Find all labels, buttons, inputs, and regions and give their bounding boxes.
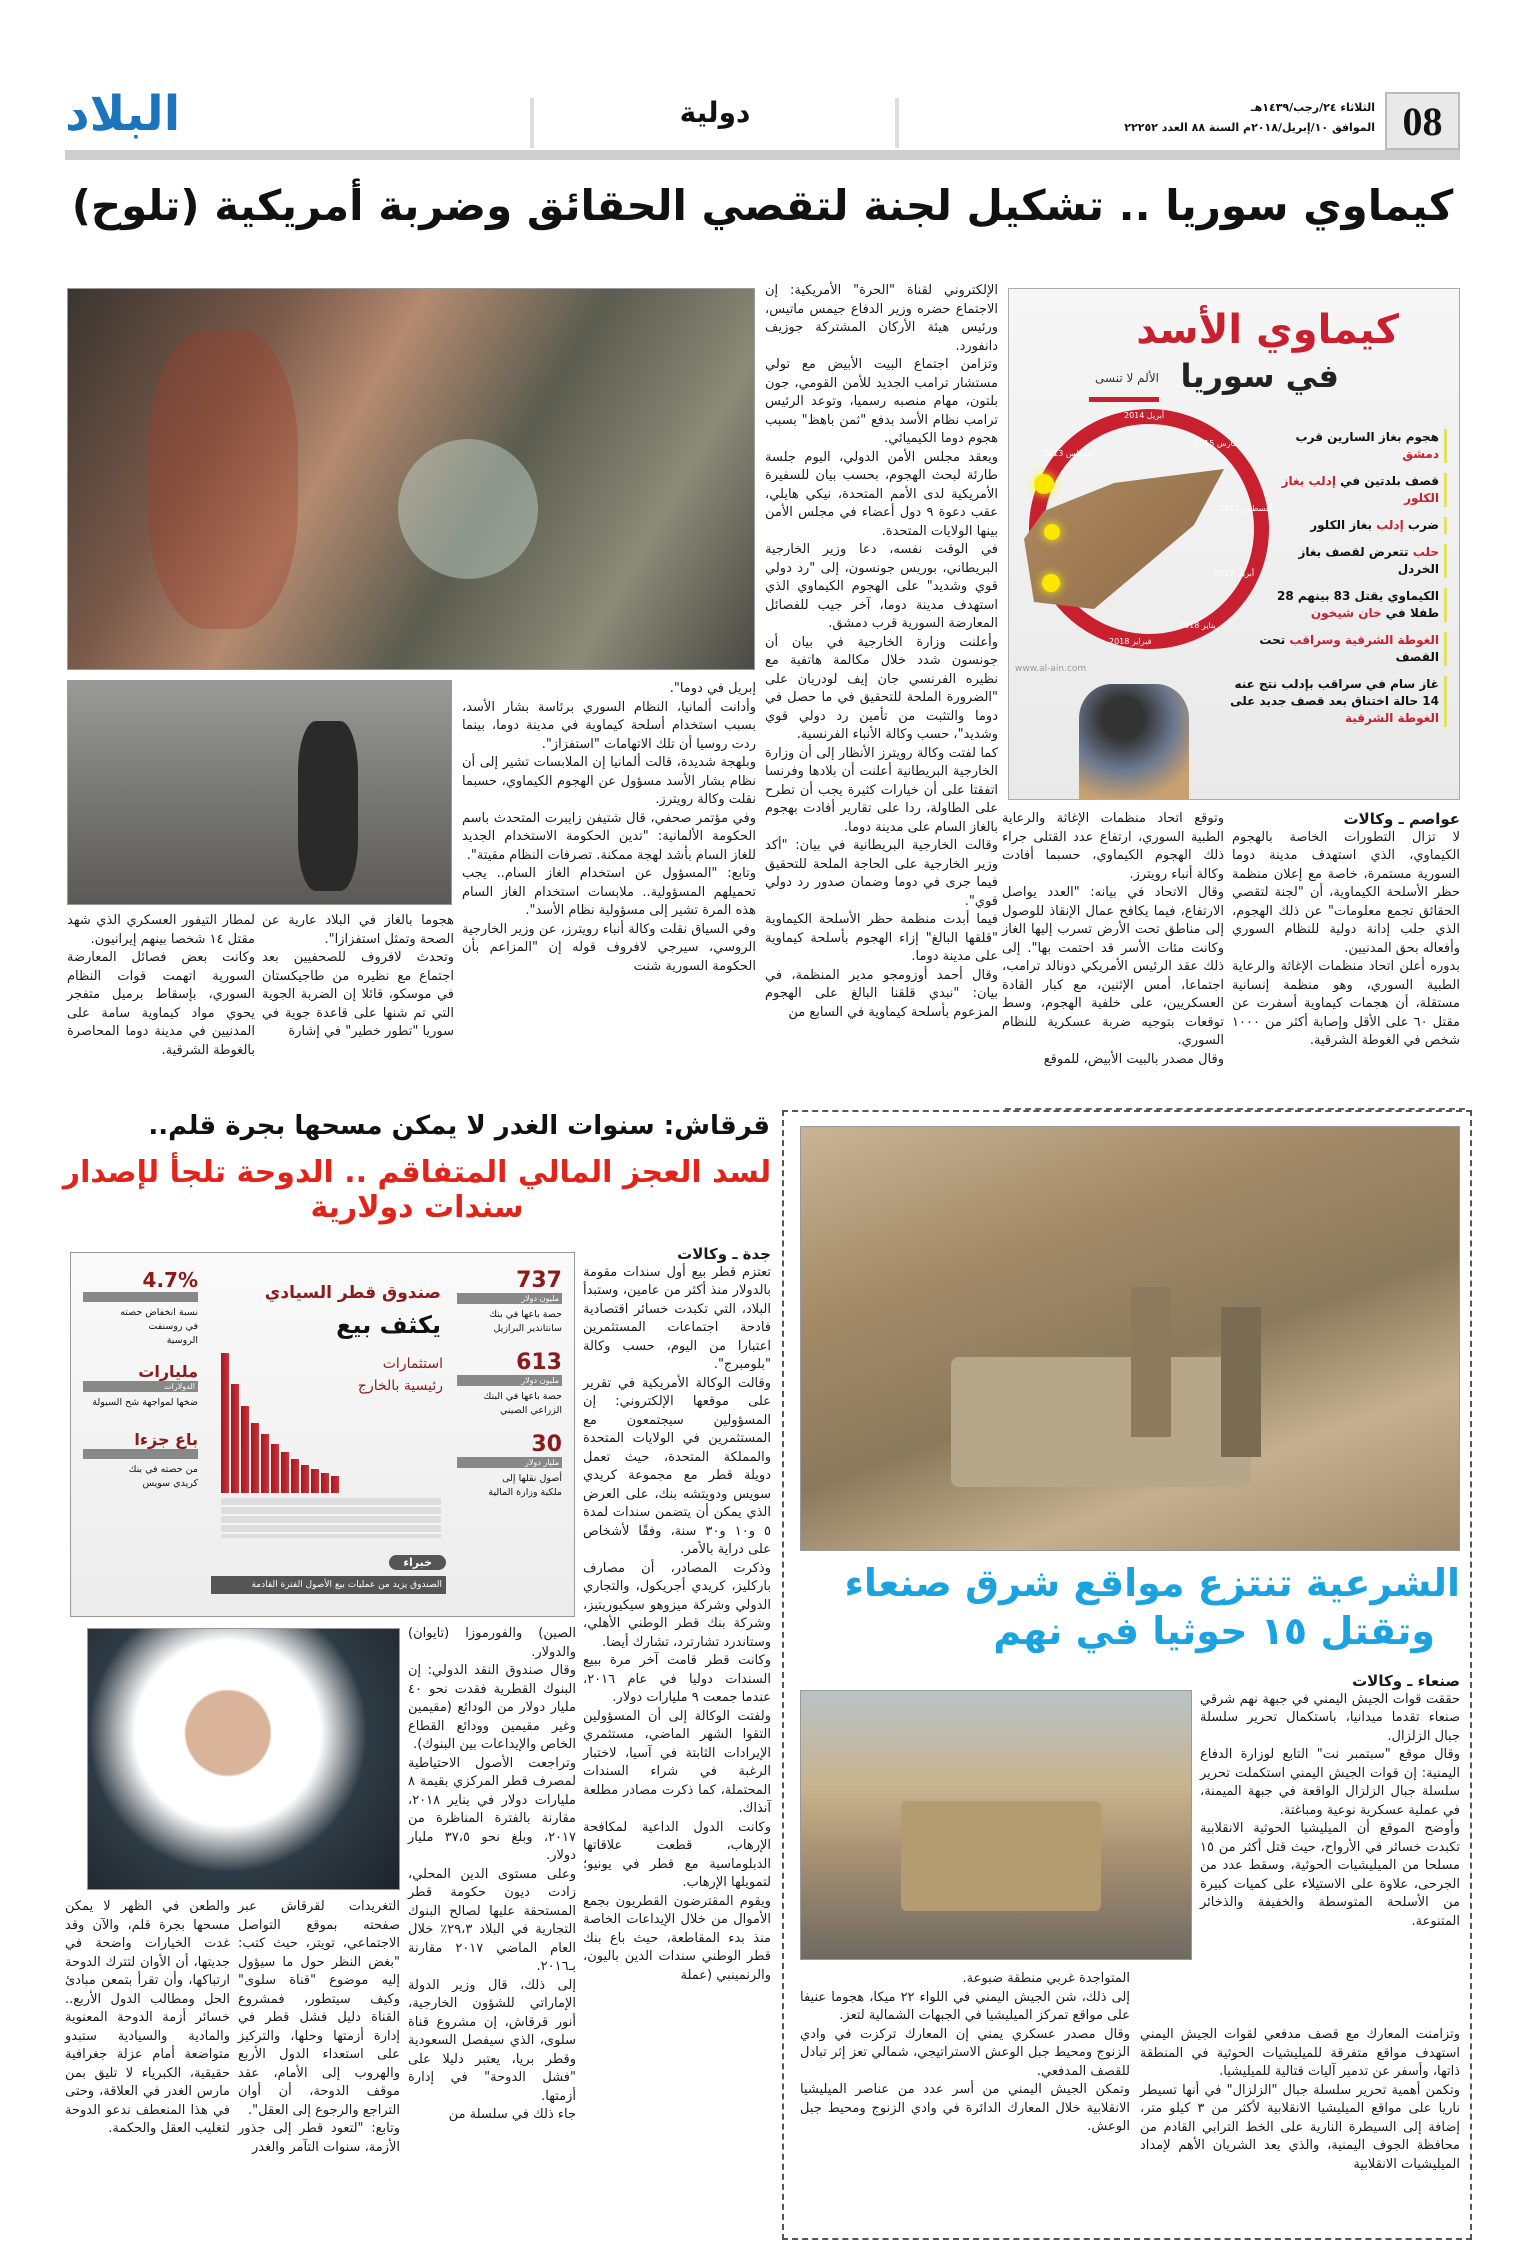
text-paragraph: نسبة انخفاض حصته في روسنفت الروسية (120, 1307, 198, 1346)
text-paragraph: وقال أحمد أوزومجو مدير المنظمة، في بيان: "نبدي قلقنا البالغ على الهجوم المزعوم بأسلحة كيماوية في السابع من (765, 967, 998, 1020)
page-number-box (1385, 92, 1460, 150)
text-paragraph: 4.7% (142, 1268, 198, 1292)
text-paragraph: هجوم بغاز السارين قرب (1295, 430, 1439, 444)
photo-anwar-gargash (87, 1628, 400, 1890)
infographic-title: كيماوي الأسد (1136, 307, 1399, 353)
story3-headline-line2: وتقتل ١٥ حوثيا في نهم (993, 1609, 1435, 1653)
story3-column (1140, 2026, 1460, 2174)
text-paragraph: 737 (516, 1268, 562, 1293)
page-header (65, 86, 1460, 162)
story2-column (408, 1625, 576, 2125)
stat-item (457, 1268, 562, 1336)
text-paragraph: وكانت الدول الداعية لمكافحة الإرهاب، قطعت علاقاتها الدبلوماسية مع قطر في يونيو؛ لتمويلها الإرهاب. (583, 1819, 771, 1890)
text-paragraph: مليار دولار (457, 1457, 562, 1468)
text-paragraph: إدلب بغاز الكلور (1281, 474, 1439, 505)
text-paragraph: كما لفتت وكالة رويترز الأنظار إلى أن وزارة الخارجية البريطانية أعلنت أن بلادها وفرنسا اتفقتا على أن خيارات كثيرة يجب أن تطرح على الطاولة، ردا على تقارير أفادت بهجوم بالغاز السام على مدينة دوما. (765, 745, 998, 835)
photo-military-vehicle (800, 1690, 1192, 1960)
text-paragraph: دمشق (1402, 447, 1439, 461)
newspaper-logo: البلاد (65, 86, 181, 142)
text-paragraph: وقال الاتحاد في بيانه: "العدد يواصل الارتفاع، فيما يكافح عمال الإنقاذ للوصول إلى مناطق تحت الأرض تسرب إليها الغاز وكانت مئات الأسر قد احتمت بها". إلى ذلك عقد الرئيس الأمريكي دونالد ترامب، اجتماعا، أمس الإثنين، مع كبار القادة العسكريين، على خلفية الهجوم، وسط توقعات بتوجيه ضربة عسكرية للنظام السوري. (1002, 885, 1224, 1048)
chart-table (221, 1498, 441, 1538)
text-paragraph: وتابع: "المسؤول عن استخدام الغاز السام.. يجب تحميلهم المسؤولية.. ملابسات استخدام الغاز السام هذه المرة تشير إلى مسؤولية نظام الأسد". (462, 866, 756, 918)
text-paragraph: وتمكن الجيش اليمني من أسر عدد من عناصر الميليشيا الانقلابية خلال المعارك الدائرة في وادي الزنوج ومحيط جبل الوعش. (800, 2082, 1130, 2134)
ring-date: مارس 2015 (1194, 439, 1238, 448)
text-paragraph: وفي السياق نقلت وكالة أنباء رويترز، عن وزير الخارجية الروسي، سيرجي لافروف قوله إن "المزاعم بأن الحكومة السورية شنت (462, 921, 756, 974)
dateline: عواصم ـ وكالات (1343, 810, 1460, 828)
event-item (1217, 632, 1447, 666)
photo-yemeni-soldiers (800, 1126, 1460, 1551)
text-paragraph: أصول نقلها إلى ملكية وزارة المالية (488, 1473, 562, 1498)
story1-column (1232, 810, 1460, 1051)
text-paragraph: 613 (516, 1350, 562, 1375)
text-paragraph: إبريل في دوما". (669, 681, 756, 696)
text-paragraph: وتراجعت الأصول الاحتياطية لمصرف قطر المركزي بقيمة ٨ مليارات دولار في يناير ٢٠١٨، مقارنة بالفترة المناظرة من ٢٠١٧، وبلغ نحو ٣٧،٥ مليار دولار. (408, 1755, 577, 1863)
text-paragraph: لمطار التيفور العسكري الذي شهد مقتل ١٤ شخصا بينهم إيرانيون. (67, 913, 255, 947)
event-item (1275, 588, 1447, 622)
text-paragraph: حصة باعها في البنك الزراعي الصيني (483, 1391, 562, 1416)
text-paragraph: مليون دولار (457, 1375, 562, 1386)
story1-column (1002, 810, 1224, 1069)
text-paragraph: وقال مصدر عسكري يمني إن المعارك تركزت في وادي الزنوج ومحيط جبل الوعش الاستراتيجي، شمالي تعز إثر تبادل للقصف المدفعي. (800, 2026, 1130, 2079)
infographic-assad-chemical (1008, 288, 1460, 800)
chart-bar (251, 1423, 259, 1493)
text-paragraph: وكانت بعض فصائل المعارضة السورية اتهمت قوات النظام السوري، بإسقاط برميل متفجر يحوي مواد كيماوية سامة على المدنيين في مدينة دوما المحاصرة بالغوطة الشرقية. (67, 950, 255, 1058)
text-paragraph: تحت القصف (1259, 633, 1439, 664)
text-paragraph: وأدانت ألمانيا، النظام السوري برئاسة بشار الأسد، بسبب استخدام أسلحة كيماوية في مدينة دوما، بينما ردت روسيا أن تلك الاتهامات "استفزاز". (462, 699, 756, 752)
story1-column (765, 282, 998, 1022)
text-paragraph: وكانت قطر قامت آخر مرة ببيع السندات دوليا في عام ٢٠١٦، عندما جمعت ٩ مليارات دولار. (583, 1653, 771, 1705)
text-paragraph: الدولارات (83, 1381, 198, 1392)
date-gregorian: الموافق ١٠/إبريل/٢٠١٨م السنة ٨٨ العدد ٢٢٢٥٢ (1124, 121, 1375, 134)
ring-date: أبريل 2014 (1124, 411, 1165, 420)
story1-column (67, 912, 255, 1060)
ring-date: أغسطس 2013 (1043, 449, 1097, 458)
chart-bar (261, 1434, 269, 1493)
text-paragraph: والطعن في الظهر لا يمكن مسحها بجرة قلم، والآن وقد غدت الخيارات واضحة في جديتها، أن الأوان لتترك الدوحة ارتباكها، وأن تقرأ بتمعن مبادئ الحل ومطالب الدول الأربع.. خسائر أزمة الدوحة المعنوية والمادية والسيادية ستبدو متواضعة أمام عزلة جغرافية حقيقية، الكبرياء لا تليق بمن مارس الغدر في العلاقة، وحتى في هذا المنعطف ندعو الدوحة لتغليب العقل والحكمة. (65, 1899, 230, 2136)
text-paragraph: وأعلنت وزارة الخارجية في بيان أن جونسون شدد خلال مكالمة هاتفية مع نظيره الفرنسي جان إيف لودريان على "الضرورة الملحة للتحقيق في ما حصل في دوما والتثبت من تأمين رد دولي قوي وشديد"، حسب وكالة الأنباء الفرنسية. (765, 634, 998, 742)
text-paragraph: غاز سام في سراقب بإدلب نتج عنه 14 حالة اختناق بعد قصف جديد على (1230, 677, 1439, 708)
infographic-watermark: www.al-ain.com (1015, 664, 1087, 674)
text-paragraph: وتكمن أهمية تحرير سلسلة جبال "الزلزال" في أنها تسيطر ناريا على مواقع الميليشيا الانقلابية لأكثر من ٣ كيلو متر، إضافة إلى السيطرة النارية على الخط الترابي القادم من محافظة الجوف اليمنية، والذي يعد الشريان الأهم لإمداد الميليشيات الانقلابية (1140, 2082, 1461, 2172)
experts-quote: الصندوق يزيد من عمليات بيع الأصول الفترة القادمة (211, 1576, 446, 1594)
ring-date: أبريل 2017 (1214, 569, 1255, 578)
text-paragraph: خان شيخون (1310, 606, 1382, 620)
infographic-subtitle: في سوريا (1180, 357, 1339, 395)
text-paragraph: حلب (1412, 545, 1439, 559)
text-paragraph: ولفتت الوكالة إلى أن المسؤولين التقوا الشهر الماضي، مستثمري الإيرادات الثابتة في آسيا، لاختبار الرغبة في شراء السندات المحتملة، كما ذكرت مصادر مطلعة آنذاك. (583, 1708, 771, 1816)
date-hijri: الثلاثاء ٢٤/رجب/١٤٣٩هـ (1250, 101, 1375, 114)
text-paragraph: وتوقع اتحاد منظمات الإغاثة والرعاية الطبية السوري، ارتفاع عدد القتلى جراء ذلك الهجوم الكيماوي، حسبما أفادت وكالة أنباء رويترز. (1002, 811, 1224, 882)
infographic-title: صندوق قطر السيادي (264, 1283, 441, 1303)
dateline: جدة ـ وكالات (677, 1245, 771, 1263)
text-paragraph: وقالت الخارجية البريطانية في بيان: "أكد وزير الخارجية على الحاجة الملحة للتحقيق فيما جرى في دوما وضمان صدور رد دولي قوي". (765, 838, 998, 909)
stat-item (83, 1268, 198, 1348)
story3-column (1200, 1672, 1460, 1931)
text-paragraph: الصين) والفورموزا (تايوان) والدولار. (408, 1626, 576, 1660)
story2-column (238, 1898, 400, 2157)
event-item (1275, 473, 1447, 507)
text-paragraph: بغاز الكلور (1310, 518, 1377, 532)
dateline: صنعاء ـ وكالات (1352, 1672, 1460, 1690)
text-paragraph: الغوطة الشرقية (1344, 711, 1439, 725)
text-paragraph: وتزامنت المعارك مع قصف مدفعي لقوات الجيش اليمني استهدف مواقع متفرقة للميليشيات الحوثية في المنطقة ذاتها، وأسفر عن تدمير آليات قتالية للميليشيا. (1140, 2027, 1460, 2079)
story2-kicker: قرقاش: سنوات الغدر لا يمكن مسحها بجرة قلم.. (148, 1111, 770, 1141)
story2-column (583, 1245, 771, 1985)
text-paragraph: تتعرض لقصف بغاز الخردل (1298, 545, 1439, 576)
stat-item (83, 1430, 198, 1491)
text-paragraph: الكيماوي يقتل 83 بينهم 28 طفلا في (1276, 589, 1439, 620)
text-paragraph: في الوقت نفسه، دعا وزير الخارجية البريطاني، بوريس جونسون، إلى "رد دولي قوي وشديد" على الهجوم الكيماوي الذي استهدف مدينة دوما، آخر جيب للفصائل المعارضة السورية قرب دمشق. (765, 542, 998, 631)
text-paragraph: فيما أبدت منظمة حظر الأسلحة الكيماوية "قلقها البالغ" إزاء الهجوم بأسلحة كيماوية على مدينة دوما. (765, 912, 998, 964)
declining-bar-chart (221, 1353, 341, 1493)
text-paragraph: وتابع: "لتعود قطر إلى جذور الأزمة، سنوات التآمر والغدر (238, 2121, 400, 2155)
text-paragraph: وقال صندوق النقد الدولي: إن البنوك القطرية فقدت نحو ٤٠ مليار دولار من الودائع (مقيمين وغير مقيمين وودائع القطاع الخاص والإيداعات بين البنوك). (408, 1663, 576, 1752)
chart-bar (321, 1473, 329, 1493)
story2-column (65, 1898, 230, 2139)
text-paragraph: وقالت الوكالة الأمريكية في تقرير على موقعها الإلكتروني: إن المسؤولين سيجتمعون مع المستثمرين في الولايات المتحدة والمملكة المتحدة، حيث تعمل دويلة قطر مع مجموعة كريدي سويس ودويتشه بنك، على العرض الذي يمكن أن يتضمن سندات لمدة ٥ و١٠ و٣٠ سنة، وفقًا لأشخاص على دراية بالأمر. (583, 1375, 771, 1557)
section-title: دولية (679, 96, 751, 129)
infographic-line3: استثمارات رئيسية بالخارج (357, 1356, 443, 1394)
event-item (1217, 676, 1447, 727)
text-paragraph: وعلى مستوى الدين المحلي، زادت ديون حكومة قطر المستحقة عليها لصالح البنوك التجارية في البلاد ٢٩،٣٪ خلال العام الماضي ٢٠١٧ مقارنة بـ٢٠١٦. (408, 1866, 577, 1974)
text-paragraph: مليارات (138, 1362, 198, 1381)
chart-bar (311, 1469, 319, 1493)
text-paragraph: وأوضح الموقع أن الميليشيا الحوثية الانقلابية تكبدت خسائر في الأرواح، حيث قتل أكثر من ١٥ مسلحا من الميليشيات الحوثية، وسقط عدد من الجرحى، علاوة على الاستيلاء على كميات كبيرة من الأسلحة المتوسطة والخفيفة والذخائر المتنوعة. (1200, 1821, 1460, 1929)
chart-bar (231, 1384, 239, 1493)
text-paragraph: وفي مؤتمر صحفي، قال شتيفن زايبرت المتحدث باسم الحكومة الألمانية: "تدين الحكومة الاستخدام الجديد للغاز السام بأشد لهجة ممكنة. تصرفات النظام مقيتة". (462, 810, 756, 863)
text-paragraph: مليون دولار (457, 1293, 562, 1304)
text-paragraph: حصة باعها في بنك سانتاندير البرازيل (489, 1309, 562, 1334)
text-paragraph: ضخها لمواجهة شح السيولة (92, 1397, 198, 1408)
main-headline: كيماوي سوريا .. تشكيل لجنة لتقصي الحقائق وضربة أمريكية (تلوح) (71, 181, 1454, 230)
chart-bar (221, 1353, 229, 1493)
text-paragraph: وتزامن اجتماع البيت الأبيض مع تولي مستشار ترامب الجديد للأمن القومي، جون بلتون، مهام منصبه رسميا، وتوعد الرئيس ترامب نظام الأسد بدفع "ثمن باهظ" بسبب هجوم دوما الكيميائي. (765, 357, 998, 446)
chart-bar (291, 1459, 299, 1493)
text-paragraph: بدوره أعلن اتحاد منظمات الإغاثة والرعاية الطبية السوري، وهو منظمة إنسانية مستقلة، أن هجمات كيماوية أسفرت عن مقتل ٦٠ على الأقل وإصابة أكثر من ١٠٠٠ شخص في الغوطة الشرقية. (1232, 959, 1460, 1048)
text-paragraph: الغوطة الشرقية وسراقب (1289, 633, 1439, 647)
text-paragraph: وقال مصدر بالبيت الأبيض، للموقع (1043, 1051, 1224, 1067)
stat-item (457, 1350, 562, 1418)
text-paragraph: إلى ذلك، شن الجيش اليمني في اللواء ٢٢ ميكا، هجوما عنيفا على مواقع تمركز الميليشيا في الجبهات الشمالية لتعز. (800, 1989, 1130, 2023)
stat-item (457, 1432, 562, 1500)
text-paragraph: ويقوم المقترضون القطريون بجمع الأموال من خلال الإيداعات الخاصة منذ بدء المقاطعة، حيث باع بنك قطر الوطني سندات الدين باليون، والرنمينبي (عملة (583, 1893, 771, 1983)
experts-badge: خبراء (389, 1555, 446, 1570)
text-paragraph: حققت قوات الجيش اليمني في جبهة نهم شرقي صنعاء تقدما ميدانيا، باستكمال تحرير سلسلة جبال الزلزال. (1200, 1691, 1460, 1744)
text-paragraph: الإلكتروني لقناة "الحرة" الأمريكية: إن الاجتماع حضره وزير الدفاع جيمس ماتيس، ورئيس هيئة الأركان المشتركة جوزيف دانفورد. (765, 283, 998, 354)
text-paragraph: باع جزءا (134, 1430, 198, 1449)
chart-bar (281, 1452, 289, 1493)
page-number: 08 (1402, 98, 1443, 144)
story3-column (800, 1970, 1130, 2137)
text-paragraph: ويعقد مجلس الأمن الدولي، اليوم جلسة طارئة لبحث الهجوم، بحسب بيان للسفيرة الأمريكية لدى الأمم المتحدة، نيكي هايلي، عقب دعوة ٩ دول أعضاء في مجلس الأمن بينها الولايات المتحدة. (765, 449, 999, 539)
infographic-tagline: الألم لا تنسى (1095, 371, 1159, 385)
story1-column (262, 912, 454, 1042)
text-paragraph: وذكرت المصادر، أن مصارف باركليز، كريدي أجريكول، والتجاري الدولي وشركة ميزوهو سيكيوريتيز، وشركة بنك قطر الوطني الأهلي، وستاندرد تشارترد، تشارك أيضا. (583, 1560, 771, 1650)
text-paragraph: إدلب (1376, 518, 1404, 532)
text-paragraph: التغريدات لقرقاش عبر صفحته بموقع التواصل الاجتماعي، تويتر، حيث كتب: "بغض النظر حول ما سيؤول إليه موضوع "قناة سلوى" وكيف سيتطور، فمشروع القناة دليل فشل قطر في إدارة أزمتها وحلها، والتركيز على استعداء الدول الأربع والهروب إلى الأمام، عقد موقف الدوحة، أن أوان التراجع والرجوع إلى العقل". (238, 1899, 400, 2118)
infographic-line2: يكثف بيع (336, 1311, 441, 1339)
text-paragraph: وبلهجة شديدة، قالت ألمانيا إن الملابسات تشير إلى أن نظام بشار الأسد مسؤول عن الهجوم الكيماوي، حسبما نقلت وكالة رويترز. (462, 755, 756, 807)
story3-headline-line1: الشرعية تنتزع مواقع شرق صنعاء (844, 1561, 1460, 1605)
text-paragraph: وقال موقع "سبتمبر نت" التابع لوزارة الدفاع اليمنية: إن قوات الجيش اليمني استكملت تحرير سلسلة جبال الزلزال الواقعة في جبهة الميمنة، في عملية عسكرية نوعية ومباغتة. (1200, 1747, 1460, 1818)
text-paragraph: ضرب (1403, 518, 1439, 532)
ring-date: فبراير 2018 (1109, 637, 1152, 646)
text-paragraph: من حصته في بنك كريدي سويس (128, 1464, 198, 1489)
event-item (1275, 544, 1447, 578)
story2-headline: لسد العجز المالي المتفاقم .. الدوحة تلجأ لإصدار سندات دولارية (62, 1155, 772, 1225)
event-item (1275, 517, 1447, 534)
photo-woman-carrying-child (67, 680, 452, 905)
photo-children-oxygen-mask (67, 288, 755, 670)
text-paragraph: وتحدث لافروف للصحفيين بعد اجتماع مع نظيره من طاجيكستان في موسكو، قائلا إن الضربة الجوية التي تم شنها على قاعدة جوية في سوريا "تطور خطير" في إشارة (262, 950, 454, 1039)
text-paragraph: قصف بلدتين في (1335, 474, 1439, 488)
chart-bar (301, 1465, 309, 1493)
text-paragraph: المتواجدة غربي منطقة ضبوعة. (962, 1971, 1130, 1986)
text-paragraph: لا تزال التطورات الخاصة بالهجوم الكيماوي، الذي استهدف مدينة دوما السورية مستمرة، خاصة مع إعلان منظمة حظر الأسلحة الكيماوية، أن "لجنة لتقصي الحقائق تجمع معلومات" عن ذلك الهجوم، الذي جلب إدانة دولية للنظام السوري وأفعاله بحق المدنيين. (1232, 829, 1460, 956)
text-paragraph: إلى ذلك، قال وزير الدولة الإماراتي للشؤون الخارجية، أنور قرقاش، إن مشروع قناة سلوى، الذي سيفصل السعودية وقطر بريا، يعتبر دليلا على "فشل الدوحة" في إدارة أزمتها. (408, 1977, 576, 2104)
ring-date: يناير 2018 (1179, 621, 1216, 630)
text-paragraph: هجوما بالغاز في البلاد عارية عن الصحة وتمثل استفزازا". (262, 913, 454, 947)
text-paragraph: جاء ذلك في سلسلة من (448, 2107, 576, 2122)
text-paragraph: تعتزم قطر بيع أول سندات مقومة بالدولار منذ أكثر من عامين، وستبدأ البلاد، التي تكبدت خسائر اقتصادية فادحة اجتماعات المستثمرين اعتبارا من اليوم، حسب وكالة "بلومبرج". (583, 1264, 771, 1372)
chart-bar (241, 1406, 249, 1493)
event-item (1275, 429, 1447, 463)
stat-item (83, 1362, 198, 1410)
chart-bar (271, 1444, 279, 1493)
text-paragraph: 30 (531, 1432, 562, 1457)
infographic-qatar-fund (70, 1252, 575, 1617)
chart-bar (331, 1476, 339, 1493)
story1-column (462, 680, 756, 976)
ring-date: أغسطس 2017 (1219, 504, 1273, 513)
